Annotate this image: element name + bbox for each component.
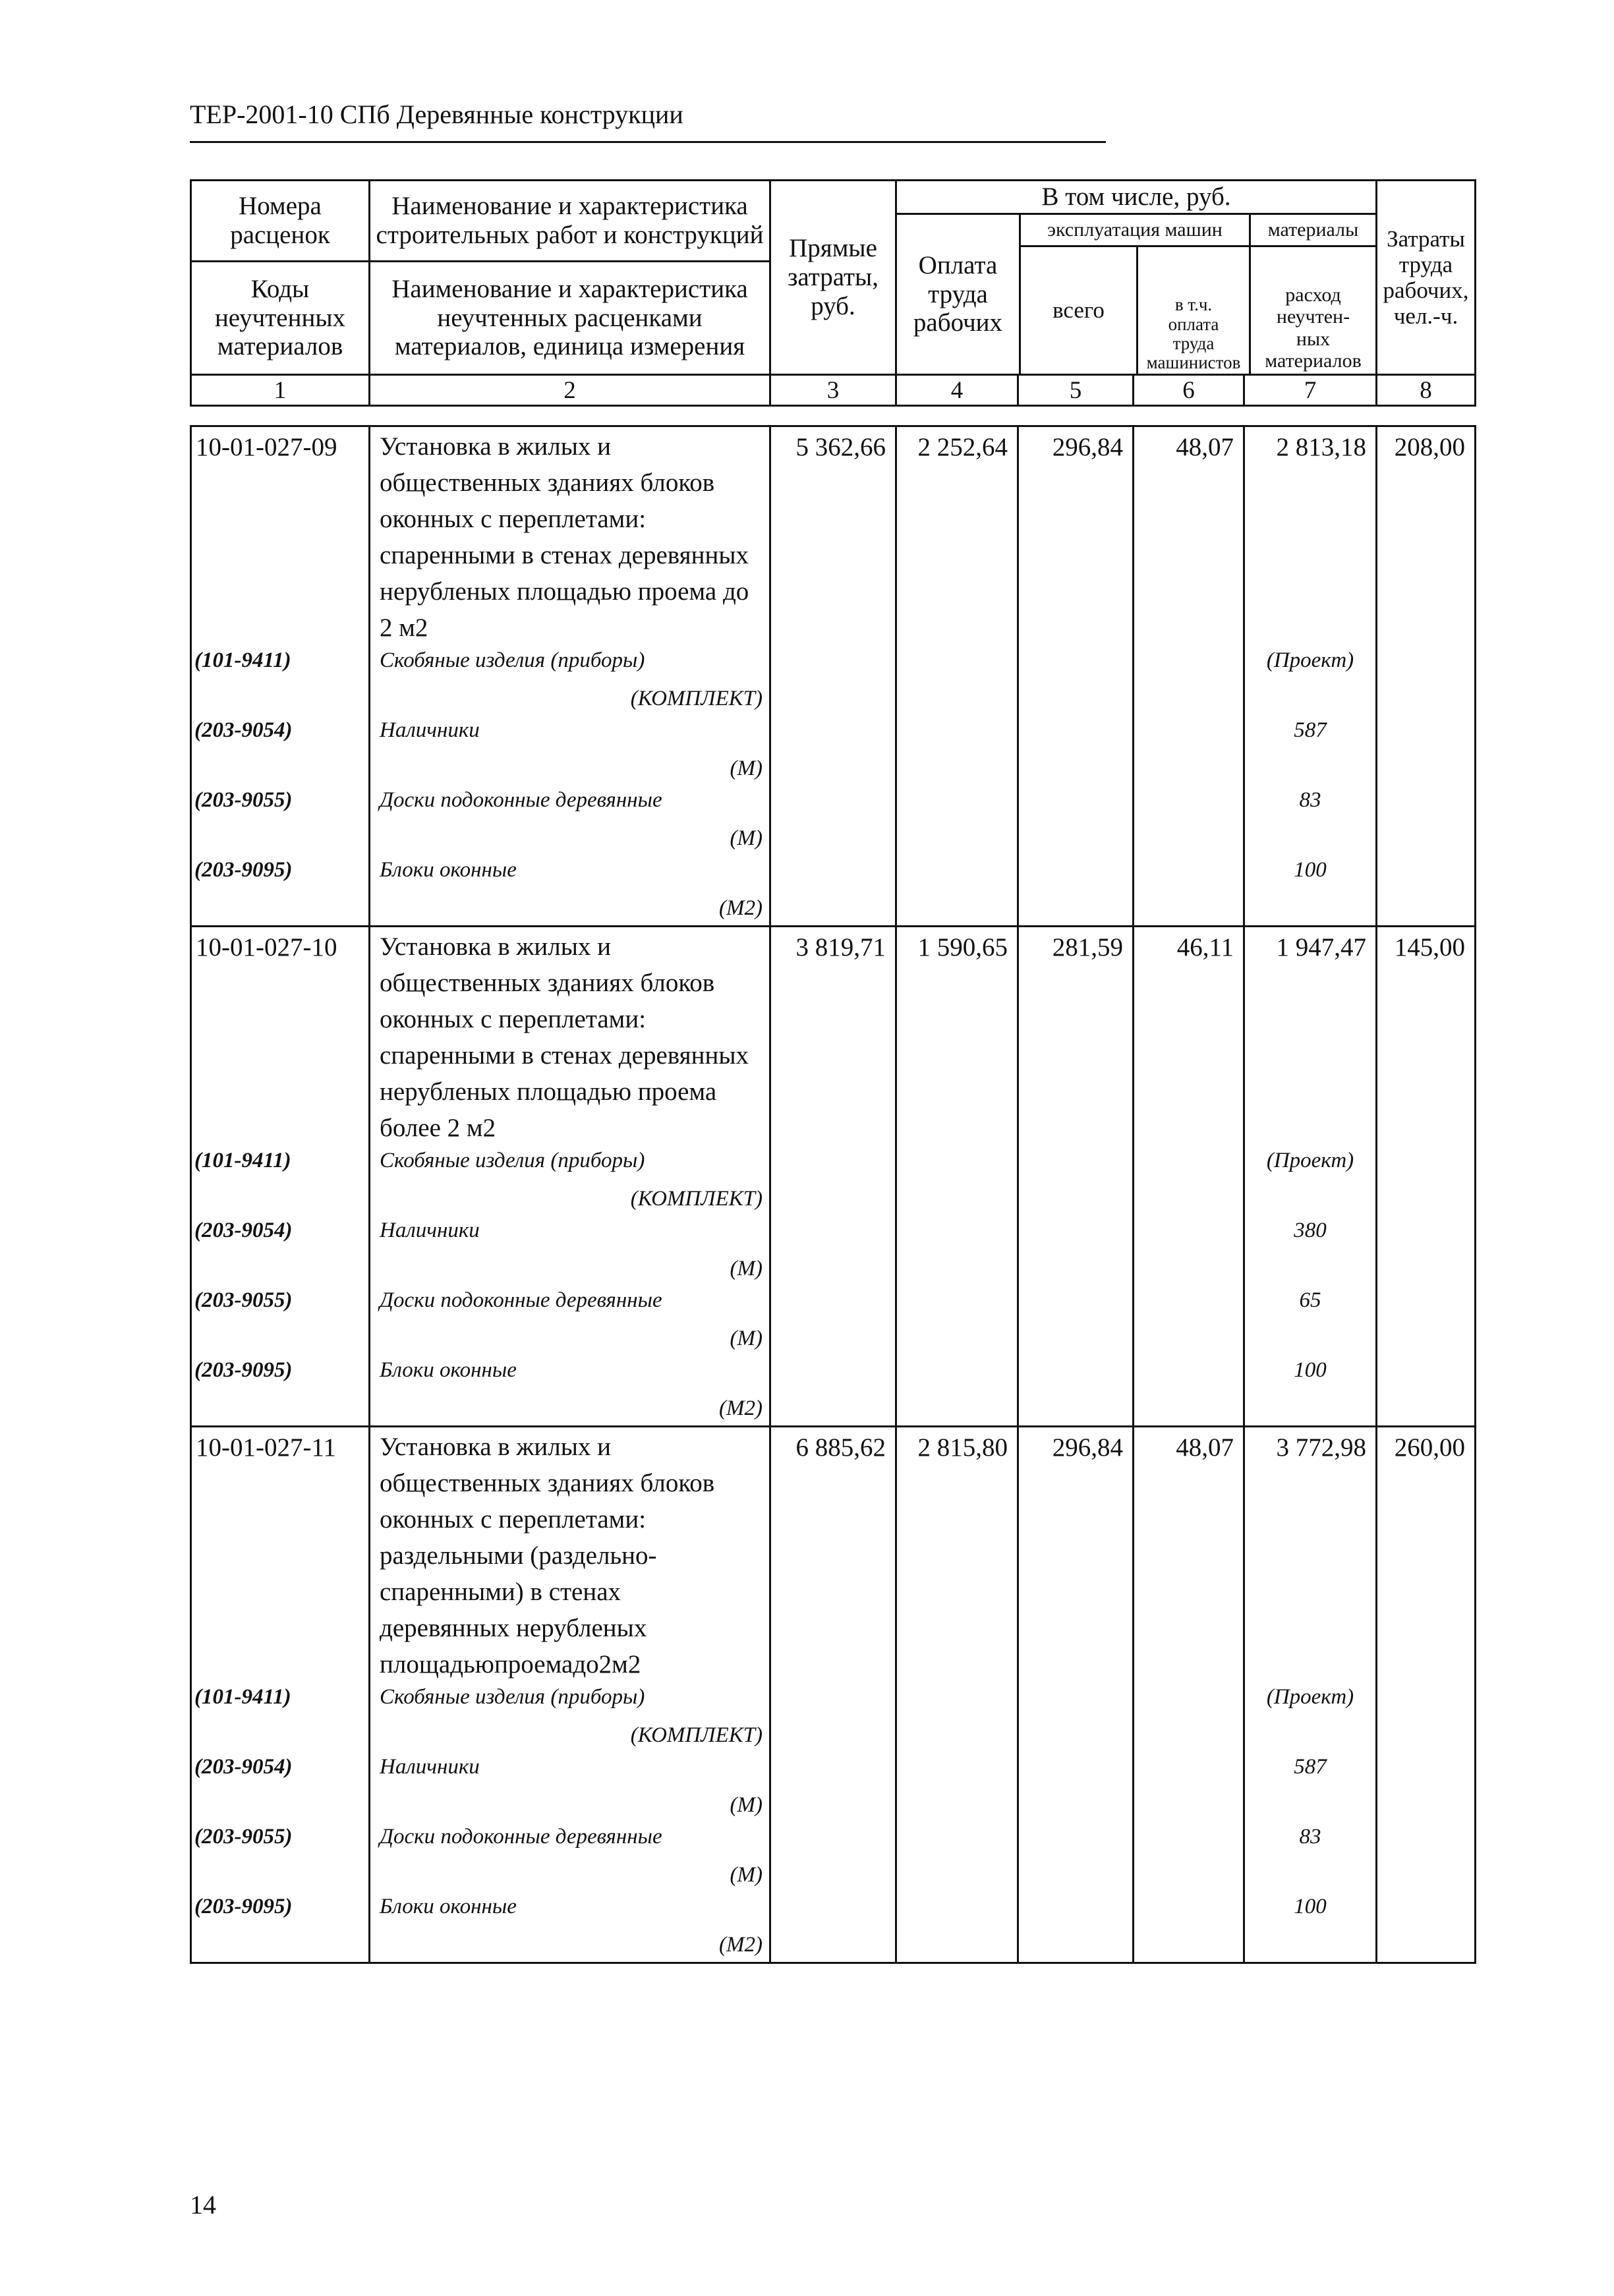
material-unit: (КОМПЛЕКТ) (630, 687, 763, 710)
material-code-text: (203-9054) (194, 1755, 293, 1779)
rate-description-line: раздельными (раздельно- (380, 1541, 657, 1570)
material-quantity-text: (Проект) (1266, 1149, 1354, 1172)
rate-description-line: деревянных нерубленых (380, 1614, 647, 1642)
material-code (191, 646, 370, 716)
material-unit: (М2) (719, 1933, 763, 1957)
header-col2-bottom-line: материалов, единица измерения (394, 332, 745, 361)
machinist-pay: 48,07 (1134, 1427, 1244, 1683)
empty-cell (896, 1356, 1018, 1427)
header-col8-line: чел.-ч. (1393, 303, 1458, 330)
rate-description-line: Установка в жилых и (380, 933, 612, 961)
material-quantity (1244, 786, 1377, 855)
empty-cell (1018, 1286, 1134, 1356)
header-col7-line: расход (1285, 283, 1341, 306)
labor-pay: 2 252,64 (896, 426, 1018, 646)
material-code (191, 1146, 370, 1216)
empty-cell (1018, 1682, 1134, 1752)
material-unit: (М) (730, 1327, 763, 1350)
material-quantity-text: 100 (1294, 1895, 1327, 1918)
column-number: 1 (191, 375, 370, 406)
empty-cell (1377, 716, 1476, 786)
material-code (191, 1682, 370, 1752)
material-quantity-text: 587 (1294, 718, 1327, 742)
empty-cell (896, 646, 1018, 716)
rates-table (190, 425, 1476, 1964)
material-unit: (М2) (719, 896, 763, 920)
rate-description-line: нерубленых площадью проема до (380, 577, 749, 606)
empty-cell (1134, 855, 1244, 927)
material-row (191, 1146, 1476, 1216)
material-code-text: (203-9055) (194, 1288, 293, 1312)
empty-cell (896, 1146, 1018, 1216)
material-row (191, 1216, 1476, 1286)
material-name: Блоки оконные (380, 1895, 517, 1918)
rate-description-line: Установка в жилых и (380, 432, 612, 461)
empty-cell (1377, 1356, 1476, 1427)
empty-cell (1018, 1892, 1134, 1963)
material-unit: (КОМПЛЕКТ) (630, 1723, 763, 1747)
material-code-text: (203-9055) (194, 1825, 293, 1849)
material-description (370, 1822, 770, 1892)
material-row (191, 786, 1476, 855)
material-row (191, 1286, 1476, 1356)
empty-cell (770, 1752, 896, 1822)
table-header (190, 179, 1476, 407)
labor-hours: 208,00 (1377, 426, 1476, 646)
empty-cell (1134, 786, 1244, 855)
empty-cell (1134, 1356, 1244, 1427)
header-machines-group (1021, 215, 1251, 374)
rate-description (370, 1427, 770, 1683)
material-quantity-text: 65 (1299, 1288, 1321, 1312)
material-name: Доски подоконные деревянные (380, 1825, 662, 1849)
empty-cell (896, 1682, 1018, 1752)
material-row (191, 646, 1476, 716)
empty-cell (1018, 786, 1134, 855)
material-code-text: (203-9054) (194, 1219, 293, 1242)
material-code (191, 855, 370, 927)
material-code-text: (203-9055) (194, 788, 293, 812)
rate-description-line: общественных зданиях блоков (380, 1469, 715, 1497)
material-name: Наличники (380, 718, 480, 742)
empty-cell (1377, 1146, 1476, 1216)
material-description (370, 716, 770, 786)
header-col3-line: руб. (811, 291, 855, 320)
empty-cell (1134, 1752, 1244, 1822)
empty-cell (896, 716, 1018, 786)
material-name: Доски подоконные деревянные (380, 788, 662, 812)
machinist-pay: 46,11 (1134, 927, 1244, 1147)
empty-cell (1134, 716, 1244, 786)
material-quantity (1244, 1892, 1377, 1963)
header-col6-line: оплата (1168, 314, 1219, 334)
column-numbers-row (191, 375, 1476, 406)
material-row (191, 1682, 1476, 1752)
material-name: Скобяные изделия (приборы) (380, 1685, 645, 1709)
direct-costs: 6 885,62 (770, 1427, 896, 1683)
column-number: 5 (1018, 375, 1134, 406)
header-col8-line: Затраты (1387, 225, 1465, 252)
header-col7-line: материалов (1265, 350, 1362, 372)
column-number: 7 (1244, 375, 1377, 406)
material-quantity (1244, 855, 1377, 927)
header-col2-bottom-line: неучтенных расценками (437, 303, 703, 332)
material-description (370, 1356, 770, 1427)
material-name: Скобяные изделия (приборы) (380, 1149, 645, 1172)
column-number: 4 (896, 375, 1018, 406)
empty-cell (1018, 646, 1134, 716)
rate-code: 10-01-027-10 (191, 927, 370, 1147)
empty-cell (896, 1892, 1018, 1963)
empty-cell (770, 786, 896, 855)
table-row (191, 927, 1476, 1147)
header-col1-bottom-line: материалов (217, 332, 343, 361)
table-row (191, 1427, 1476, 1683)
material-name: Блоки оконные (380, 858, 517, 882)
material-row (191, 1822, 1476, 1892)
material-quantity (1244, 1356, 1377, 1427)
header-col8-line: рабочих, (1383, 277, 1469, 303)
header-col4-line: Оплата (918, 250, 998, 279)
empty-cell (1018, 716, 1134, 786)
material-row (191, 1356, 1476, 1427)
material-quantity-text: 83 (1299, 788, 1321, 812)
materials-cost: 3 772,98 (1244, 1427, 1377, 1683)
material-quantity (1244, 1286, 1377, 1356)
rate-description-line: площадьюпроемадо2м2 (380, 1650, 641, 1679)
rate-description-line: Установка в жилых и (380, 1433, 612, 1461)
empty-cell (1377, 1682, 1476, 1752)
header-col1 (191, 181, 370, 375)
empty-cell (896, 1822, 1018, 1892)
material-code-text: (101-9411) (194, 1685, 291, 1709)
material-code (191, 1216, 370, 1286)
material-code (191, 786, 370, 855)
empty-cell (770, 1216, 896, 1286)
labor-hours: 145,00 (1377, 927, 1476, 1147)
empty-cell (770, 1822, 896, 1892)
header-machines-title: эксплуатация машин (1021, 215, 1249, 247)
material-quantity (1244, 1822, 1377, 1892)
header-col3-line: затраты, (787, 263, 879, 292)
empty-cell (1134, 1822, 1244, 1892)
materials-cost: 1 947,47 (1244, 927, 1377, 1147)
material-unit: (М2) (719, 1396, 763, 1420)
material-quantity-text: 100 (1294, 1358, 1327, 1382)
rate-description-line: спаренными) в стенах (380, 1578, 621, 1606)
material-quantity (1244, 646, 1377, 716)
empty-cell (896, 786, 1018, 855)
header-col8-line: труда (1398, 251, 1453, 277)
empty-cell (770, 1356, 896, 1427)
header-col4-line: рабочих (913, 308, 1003, 337)
material-quantity-text: 380 (1294, 1219, 1327, 1242)
empty-cell (1377, 1752, 1476, 1822)
material-quantity-text: 83 (1299, 1825, 1321, 1849)
empty-cell (1018, 855, 1134, 927)
machines-total: 296,84 (1018, 1427, 1134, 1683)
material-description (370, 786, 770, 855)
rate-description-line: оконных с переплетами: (380, 505, 647, 533)
material-description (370, 1682, 770, 1752)
empty-cell (770, 855, 896, 927)
rate-description-line: общественных зданиях блоков (380, 969, 715, 997)
material-quantity (1244, 1146, 1377, 1216)
material-unit: (М) (730, 1863, 763, 1887)
material-description (370, 1146, 770, 1216)
empty-cell (896, 1752, 1018, 1822)
header-materials-title: материалы (1251, 215, 1375, 247)
header-col1-top-line: Номера (239, 192, 322, 221)
material-row (191, 855, 1476, 927)
material-code-text: (203-9095) (194, 1358, 293, 1382)
header-col6-line: в т.ч. (1174, 295, 1213, 315)
empty-cell (1377, 1822, 1476, 1892)
material-name: Блоки оконные (380, 1358, 517, 1382)
material-code (191, 1822, 370, 1892)
empty-cell (1377, 646, 1476, 716)
header-col7-line: неучтен- (1276, 306, 1350, 328)
rate-description (370, 927, 770, 1147)
labor-pay: 1 590,65 (896, 927, 1018, 1147)
empty-cell (1134, 646, 1244, 716)
header-col8 (1377, 181, 1476, 375)
header-col6-line: труда (1172, 333, 1215, 353)
header-col2-top-line: строительных работ и конструкций (376, 221, 764, 249)
rate-description-line: спаренными в стенах деревянных (380, 1041, 749, 1070)
rate-description-line: более 2 м2 (380, 1114, 496, 1142)
material-code (191, 1892, 370, 1963)
rate-description-line: оконных с переплетами: (380, 1505, 647, 1534)
material-row (191, 1752, 1476, 1822)
rate-code: 10-01-027-11 (191, 1427, 370, 1683)
header-col2-bottom-line: Наименование и характеристика (391, 274, 748, 303)
empty-cell (1018, 1356, 1134, 1427)
material-name: Скобяные изделия (приборы) (380, 648, 645, 672)
empty-cell (1377, 1892, 1476, 1963)
material-quantity-text: 100 (1294, 858, 1327, 882)
empty-cell (1018, 1822, 1134, 1892)
title-underline (190, 141, 1106, 143)
header-col1-bottom-line: неучтенных (214, 303, 346, 332)
machines-total: 281,59 (1018, 927, 1134, 1147)
header-col1-bottom-line: Коды (250, 274, 310, 303)
header-col2 (370, 181, 770, 375)
material-name: Наличники (380, 1219, 480, 1242)
empty-cell (770, 1682, 896, 1752)
empty-cell (896, 1286, 1018, 1356)
material-unit: (М) (730, 757, 763, 780)
header-col1-top-line: расценок (230, 221, 330, 249)
material-unit: (КОМПЛЕКТ) (630, 1187, 763, 1211)
machines-total: 296,84 (1018, 426, 1134, 646)
material-quantity (1244, 1752, 1377, 1822)
empty-cell (1018, 1752, 1134, 1822)
material-unit: (М) (730, 1793, 763, 1817)
header-col7-line: ных (1296, 328, 1331, 350)
empty-cell (1134, 1682, 1244, 1752)
empty-cell (770, 1146, 896, 1216)
empty-cell (1134, 1216, 1244, 1286)
header-col4-line: труда (928, 279, 988, 308)
empty-cell (1018, 1146, 1134, 1216)
empty-cell (770, 1286, 896, 1356)
direct-costs: 5 362,66 (770, 426, 896, 646)
material-name: Наличники (380, 1755, 480, 1779)
empty-cell (896, 855, 1018, 927)
header-col5: всего (1021, 247, 1138, 374)
material-code (191, 716, 370, 786)
material-code-text: (203-9054) (194, 718, 293, 742)
header-col3-line: Прямые (789, 234, 877, 263)
empty-cell (896, 1216, 1018, 1286)
material-unit: (М) (730, 826, 763, 850)
labor-hours: 260,00 (1377, 1427, 1476, 1683)
material-description (370, 855, 770, 927)
material-description (370, 646, 770, 716)
labor-pay: 2 815,80 (896, 1427, 1018, 1683)
header-col6-line: машинистов (1146, 352, 1241, 372)
table-row (191, 426, 1476, 646)
material-code (191, 1752, 370, 1822)
material-quantity (1244, 716, 1377, 786)
empty-cell (1134, 1892, 1244, 1963)
empty-cell (1377, 786, 1476, 855)
material-quantity (1244, 1682, 1377, 1752)
header-breakdown-group (896, 181, 1377, 375)
material-description (370, 1286, 770, 1356)
column-number: 8 (1377, 375, 1476, 406)
material-quantity-text: 587 (1294, 1755, 1327, 1779)
material-unit: (М) (730, 1257, 763, 1280)
empty-cell (770, 646, 896, 716)
header-materials-group (1251, 215, 1375, 374)
header-col3 (770, 181, 896, 375)
material-row (191, 716, 1476, 786)
empty-cell (1018, 1216, 1134, 1286)
material-row (191, 1892, 1476, 1963)
document-title: ТЕР-2001-10 СПб Деревянные конструкции (190, 100, 683, 129)
material-code-text: (101-9411) (194, 1149, 291, 1172)
rate-code: 10-01-027-09 (191, 426, 370, 646)
material-description (370, 1892, 770, 1963)
direct-costs: 3 819,71 (770, 927, 896, 1147)
header-group-title: В том числе, руб. (897, 181, 1375, 215)
material-code-text: (101-9411) (194, 648, 291, 672)
material-quantity-text: (Проект) (1266, 648, 1354, 672)
machinist-pay: 48,07 (1134, 426, 1244, 646)
header-col7 (1251, 247, 1375, 374)
empty-cell (770, 716, 896, 786)
rate-description-line: общественных зданиях блоков (380, 469, 715, 497)
material-code-text: (203-9095) (194, 858, 293, 882)
material-quantity-text: (Проект) (1266, 1685, 1354, 1709)
materials-cost: 2 813,18 (1244, 426, 1377, 646)
header-col4 (897, 215, 1021, 374)
material-code (191, 1286, 370, 1356)
material-description (370, 1216, 770, 1286)
empty-cell (1377, 1216, 1476, 1286)
empty-cell (1377, 1286, 1476, 1356)
rate-description-line: спаренными в стенах деревянных (380, 541, 749, 569)
material-code (191, 1356, 370, 1427)
rate-description-line: 2 м2 (380, 614, 428, 642)
material-quantity (1244, 1216, 1377, 1286)
material-description (370, 1752, 770, 1822)
rate-description (370, 426, 770, 646)
header-col6 (1138, 247, 1249, 374)
material-name: Доски подоконные деревянные (380, 1288, 662, 1312)
column-number: 6 (1134, 375, 1244, 406)
column-number: 2 (370, 375, 770, 406)
empty-cell (1377, 855, 1476, 927)
empty-cell (1134, 1286, 1244, 1356)
page-number: 14 (190, 2190, 216, 2220)
rate-description-line: нерубленых площадью проема (380, 1077, 717, 1106)
column-number: 3 (770, 375, 896, 406)
header-col2-top-line: Наименование и характеристика (391, 192, 748, 221)
rate-description-line: оконных с переплетами: (380, 1005, 647, 1033)
empty-cell (770, 1892, 896, 1963)
empty-cell (1134, 1146, 1244, 1216)
material-code-text: (203-9095) (194, 1895, 293, 1918)
